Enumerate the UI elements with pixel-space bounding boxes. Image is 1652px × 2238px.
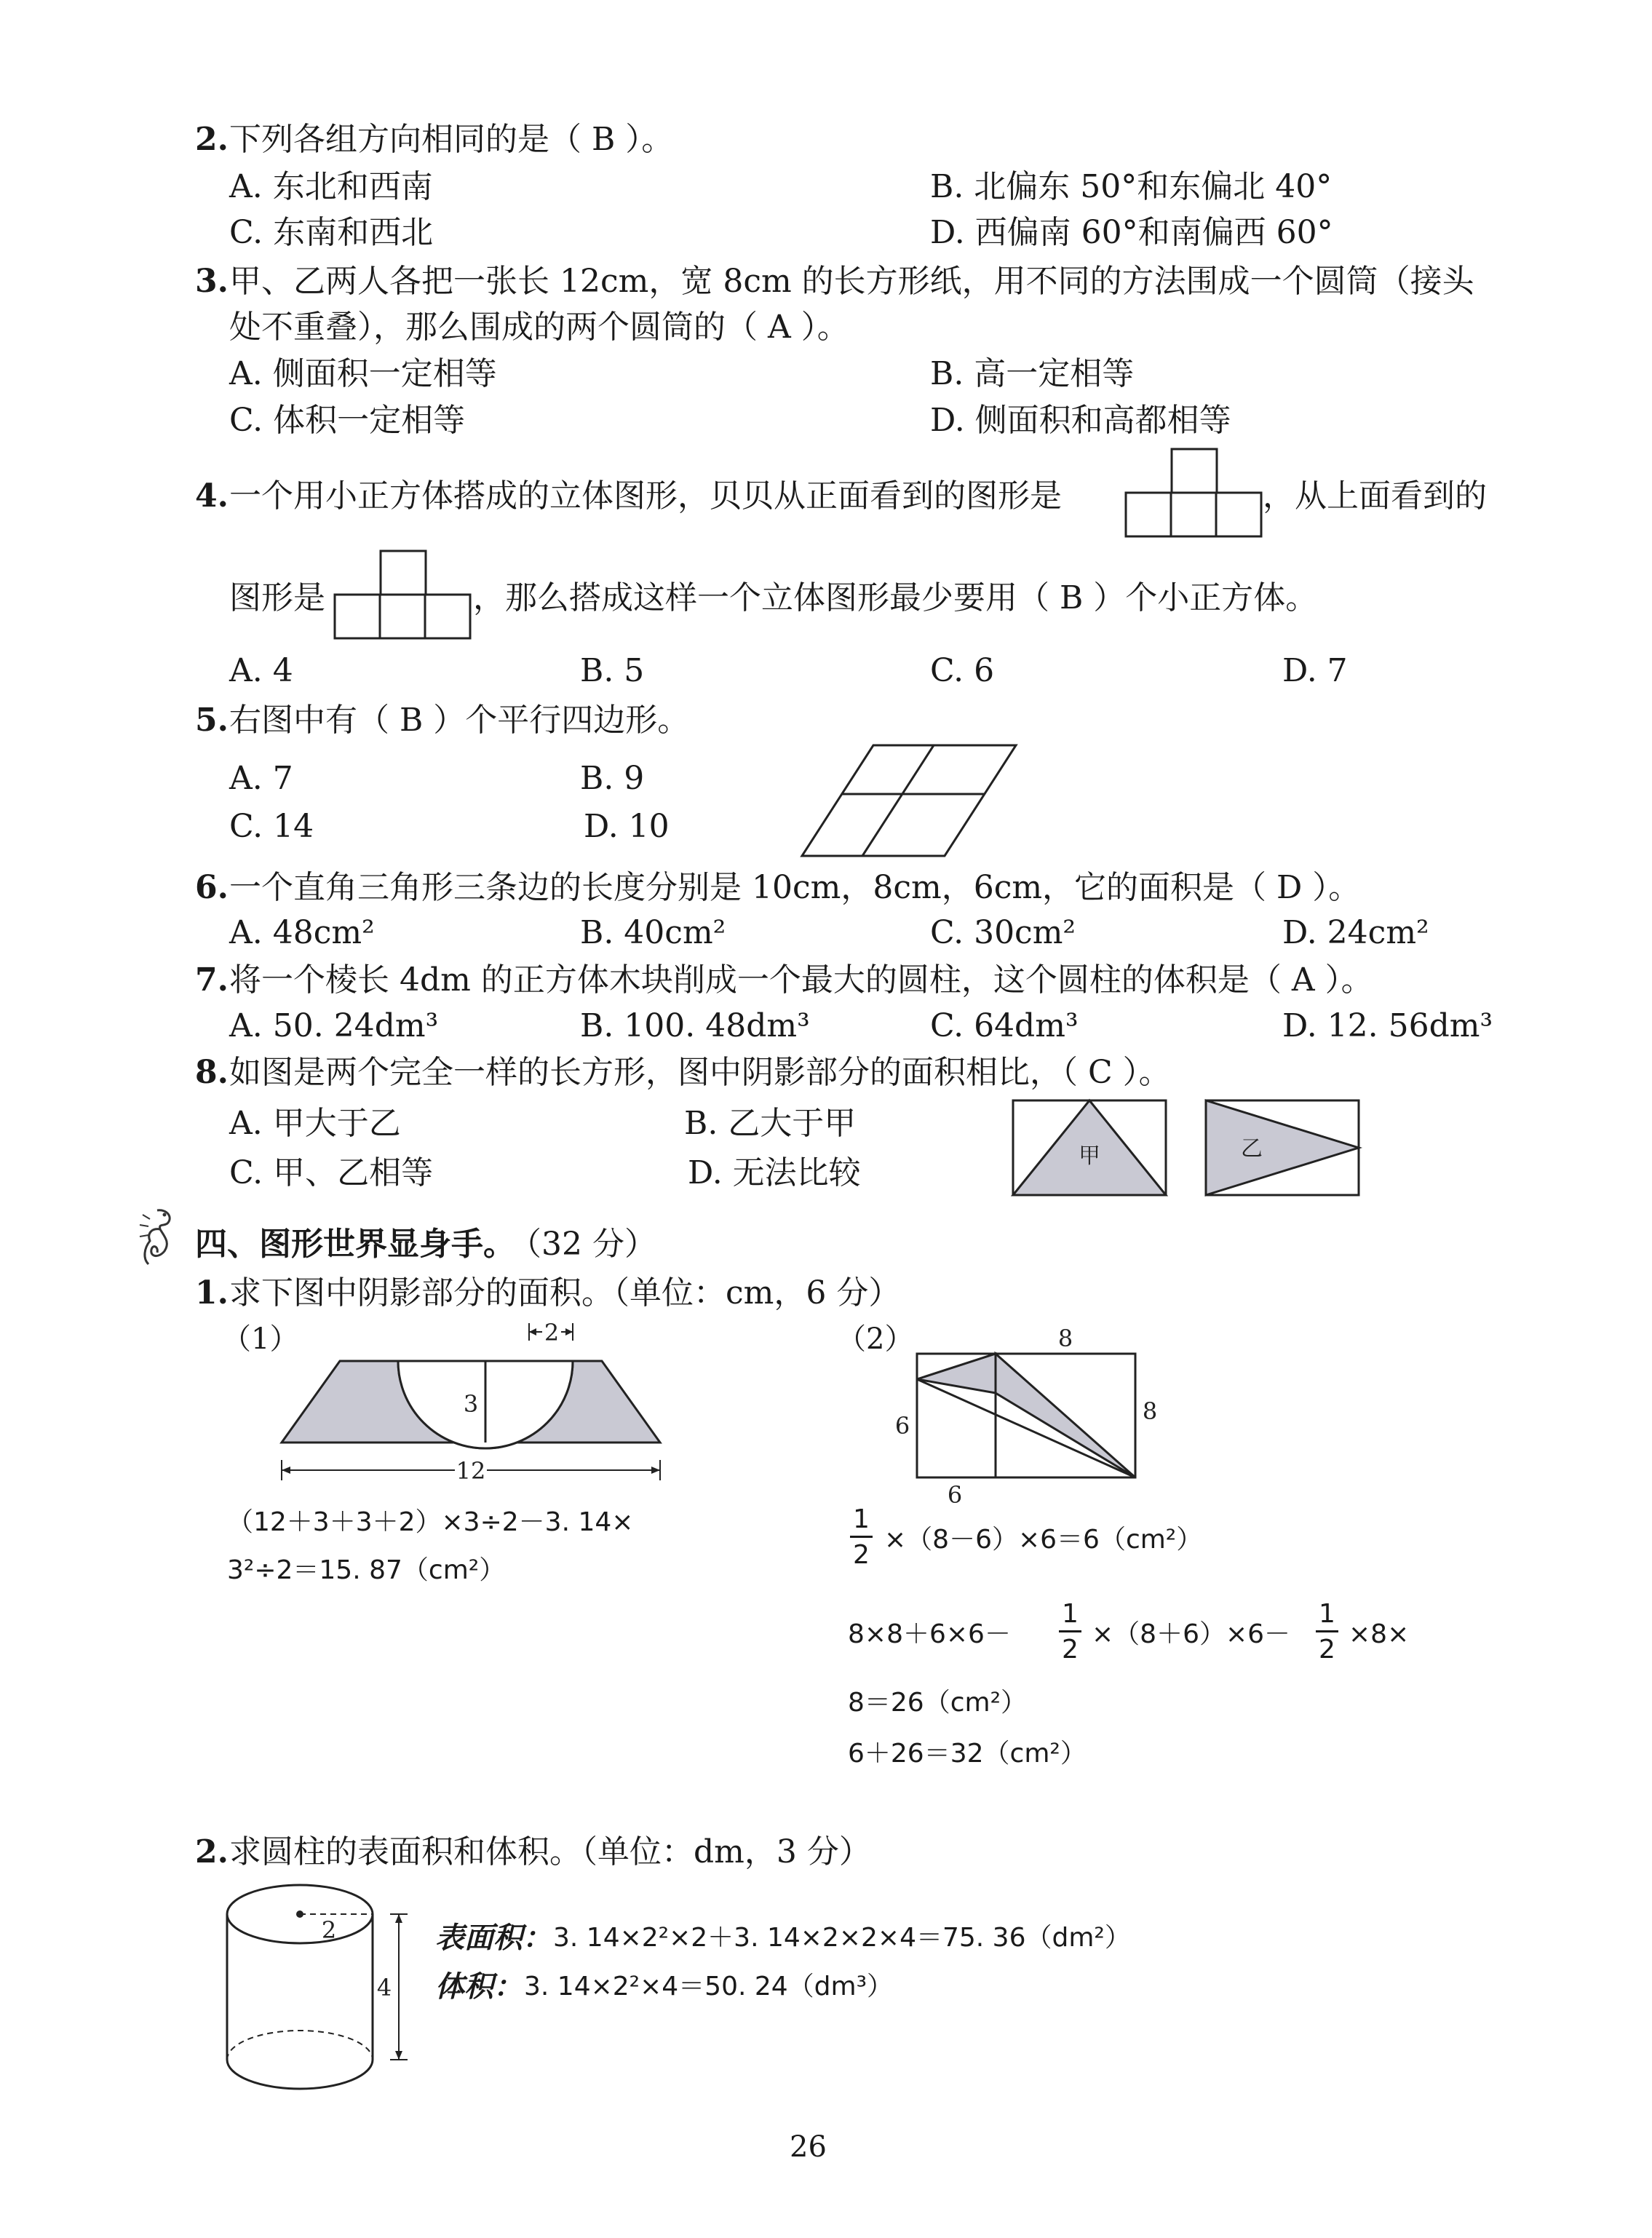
p1-answer1-line2: 3²÷2＝15. 87（cm²） xyxy=(227,1555,506,1585)
p1-answer2-line3: 8＝26（cm²） xyxy=(848,1688,1028,1718)
page-number: 26 xyxy=(790,2130,827,2164)
fraction-half-2: $\frac{1}{2}$ xyxy=(1059,1601,1081,1663)
q2-option-a: A. 东北和西南 xyxy=(229,168,433,205)
q2-stem: 下列各组方向相同的是（ B ）。 xyxy=(229,121,674,158)
fraction-half-3: $\frac{1}{2}$ xyxy=(1316,1601,1338,1663)
q6-number: 6. xyxy=(195,869,229,906)
fig2-dim-bottom: 6 xyxy=(947,1481,963,1509)
q4-option-b: B. 5 xyxy=(580,652,645,689)
p1-answer2-line4: 6＋26＝32（cm²） xyxy=(848,1739,1087,1769)
seahorse-icon xyxy=(130,1205,180,1270)
fig2-label: （2） xyxy=(837,1322,914,1356)
q4-stem-line1b: ，从上面看到的 xyxy=(1263,477,1487,515)
p1-answer2-line2a: 8×8＋6×6－ xyxy=(848,1619,1011,1649)
fig1-dim-top: 2 xyxy=(544,1319,560,1346)
p1-number: 1. xyxy=(195,1274,229,1312)
q3-option-a: A. 侧面积一定相等 xyxy=(229,355,497,392)
q4-stem-line2a: 图形是 xyxy=(229,579,325,616)
q3-stem-line1: 甲、乙两人各把一张长 12cm，宽 8cm 的长方形纸，用不同的方法围成一个圆筒（接头 xyxy=(229,263,1474,300)
q2-number: 2. xyxy=(195,121,229,158)
q7-option-d: D. 12. 56dm³ xyxy=(1282,1007,1493,1044)
q5-option-b: B. 9 xyxy=(580,760,645,797)
q4-stem-line1a: 一个用小正方体搭成的立体图形，贝贝从正面看到的图形是 xyxy=(229,477,1062,515)
p2-stem: 求圆柱的表面积和体积。（单位：dm，3 分） xyxy=(229,1833,871,1870)
q5-option-a: A. 7 xyxy=(229,760,293,797)
q3-number: 3. xyxy=(195,263,229,300)
q4-option-a: A. 4 xyxy=(229,652,293,689)
p1-stem: 求下图中阴影部分的面积。（单位：cm，6 分） xyxy=(229,1274,901,1312)
rectangle-jia-figure xyxy=(1012,1099,1168,1197)
q8-option-c: C. 甲、乙相等 xyxy=(229,1154,434,1191)
cylinder-figure xyxy=(218,1881,429,2092)
q8-option-b: B. 乙大于甲 xyxy=(684,1105,857,1142)
cylinder-height-label: 4 xyxy=(376,1974,392,2001)
q7-option-c: C. 64dm³ xyxy=(930,1007,1079,1044)
section4-score: （32 分） xyxy=(509,1226,656,1263)
q7-number: 7. xyxy=(195,961,229,999)
p1-answer2-line1: ×（8－6）×6＝6（cm²） xyxy=(884,1525,1203,1555)
label-yi: 乙 xyxy=(1241,1136,1263,1162)
section4-title: 四、图形世界显身手。 xyxy=(195,1226,515,1263)
q4-stem-line2b: ，那么搭成这样一个立体图形最少要用（ B ）个小正方体。 xyxy=(473,579,1318,616)
fig1-dim-mid: 3 xyxy=(463,1390,479,1418)
q3-option-c: C. 体积一定相等 xyxy=(229,402,466,439)
q8-stem: 如图是两个完全一样的长方形，图中阴影部分的面积相比，（ C ）。 xyxy=(229,1054,1171,1091)
q8-number: 8. xyxy=(195,1054,229,1091)
cylinder-radius-label: 2 xyxy=(321,1916,337,1944)
p2-number: 2. xyxy=(195,1833,229,1870)
fig1-label: （1） xyxy=(222,1322,299,1356)
q6-option-c: C. 30cm² xyxy=(930,914,1076,951)
fig2-dim-left: 6 xyxy=(894,1412,910,1440)
q4-number: 4. xyxy=(195,477,229,515)
q5-number: 5. xyxy=(195,702,229,739)
label-jia: 甲 xyxy=(1079,1143,1100,1169)
q3-option-d: D. 侧面积和高都相等 xyxy=(930,402,1231,439)
q4-option-d: D. 7 xyxy=(1282,652,1348,689)
q6-stem: 一个直角三角形三条边的长度分别是 10cm，8cm，6cm，它的面积是（ D ）。 xyxy=(229,869,1361,906)
fig1-dim-bottom: 12 xyxy=(456,1457,486,1485)
q4-option-c: C. 6 xyxy=(930,652,995,689)
parallelogram-figure xyxy=(801,742,1019,859)
q3-option-b: B. 高一定相等 xyxy=(930,355,1135,392)
q2-option-b: B. 北偏东 50°和东偏北 40° xyxy=(930,168,1333,205)
surface-area-expression: 3. 14×2²×2＋3. 14×2×2×4＝75. 36（dm²） xyxy=(553,1923,1131,1953)
q8-option-a: A. 甲大于乙 xyxy=(229,1105,401,1142)
q2-option-c: C. 东南和西北 xyxy=(229,214,434,251)
q5-stem: 右图中有（ B ）个平行四边形。 xyxy=(229,702,690,739)
q6-option-b: B. 40cm² xyxy=(580,914,726,951)
q8-option-d: D. 无法比较 xyxy=(688,1154,861,1191)
p1-answer2-line2c: ×8× xyxy=(1349,1619,1410,1649)
trapezoid-semicircle-figure xyxy=(273,1317,666,1492)
q3-stem-line2: 处不重叠），那么围成的两个圆筒的（ A ）。 xyxy=(229,309,849,346)
fig2-dim-right: 8 xyxy=(1142,1397,1158,1425)
p1-answer2-line2b: ×（8＋6）×6－ xyxy=(1092,1619,1291,1649)
rectangles-triangle-figure xyxy=(873,1317,1164,1507)
q7-option-a: A. 50. 24dm³ xyxy=(229,1007,439,1044)
top-view-figure xyxy=(333,549,472,640)
q6-option-d: D. 24cm² xyxy=(1282,914,1429,951)
q5-option-c: C. 14 xyxy=(229,808,314,845)
fraction-half-1: $\frac{1}{2}$ xyxy=(850,1507,873,1568)
surface-area-label: 表面积： xyxy=(435,1921,552,1955)
q6-option-a: A. 48cm² xyxy=(229,914,375,951)
q5-option-d: D. 10 xyxy=(584,808,670,845)
volume-label: 体积： xyxy=(435,1969,523,2004)
fig2-dim-top: 8 xyxy=(1057,1325,1073,1352)
q7-option-b: B. 100. 48dm³ xyxy=(580,1007,810,1044)
front-view-figure xyxy=(1124,448,1263,539)
volume-expression: 3. 14×2²×4＝50. 24（dm³） xyxy=(524,1972,894,2001)
p1-answer1-line1: （12＋3＋3＋2）×3÷2－3. 14× xyxy=(227,1507,634,1537)
q7-stem: 将一个棱长 4dm 的正方体木块削成一个最大的圆柱，这个圆柱的体积是（ A ）。 xyxy=(229,961,1373,999)
rectangle-yi-figure xyxy=(1204,1099,1361,1197)
q2-option-d: D. 西偏南 60°和南偏西 60° xyxy=(930,214,1333,251)
